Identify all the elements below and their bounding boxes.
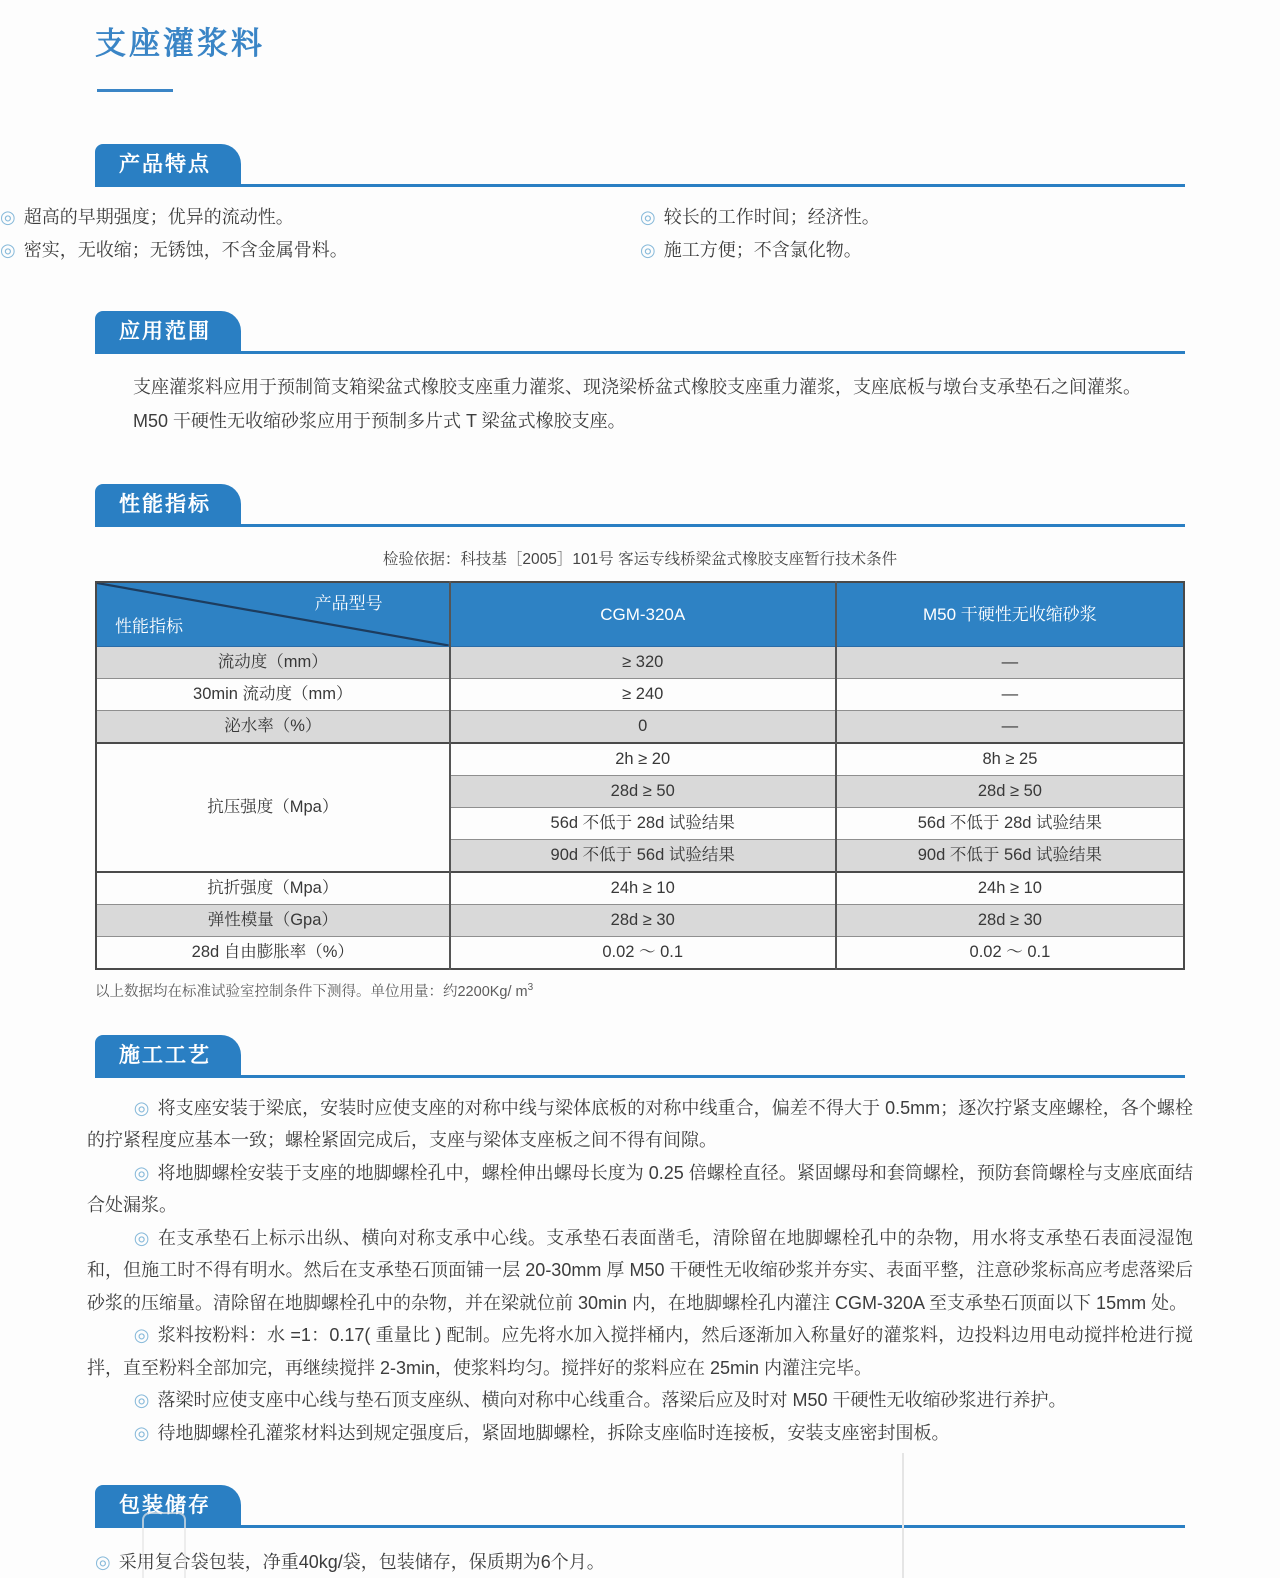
ring-bullet-icon: ◎ — [133, 1162, 150, 1183]
feature-item — [640, 201, 1280, 234]
process-text: 将支座安装于梁底，安装时应使支座的对称中线与梁体底板的对称中线重合，偏差不得大于 0.5mm；逐次拧紧支座螺栓，各个螺栓的拧紧程度应基本一致；螺栓紧固完成后，支座与梁体支座板之间不得有间隙。 — [87, 1097, 1193, 1150]
ring-bullet-icon: ◎ — [133, 1325, 150, 1345]
process-step — [87, 1222, 1193, 1320]
section-tab-process: 施工工艺 — [95, 1035, 241, 1075]
feature-item — [0, 201, 640, 234]
ring-bullet-icon: ◎ — [95, 1552, 111, 1572]
cell-value: 28d ≥ 30 — [836, 904, 1184, 936]
table-row — [96, 743, 1184, 776]
feature-list-right — [640, 201, 1280, 267]
ring-bullet-icon: ◎ — [640, 240, 656, 260]
cell-value: 0.02 ～ 0.1 — [836, 936, 1184, 969]
feature-text: 超高的早期强度；优异的流动性。 — [23, 207, 294, 227]
feature-item — [0, 234, 640, 267]
cell-value: — — [836, 710, 1184, 743]
ring-bullet-icon: ◎ — [640, 207, 656, 227]
process-text: 将地脚螺栓安装于支座的地脚螺栓孔中，螺栓伸出螺母长度为 0.25 倍螺栓直径。紧固螺母和套筒螺栓，预防套筒螺栓与支座底面结合处漏浆。 — [87, 1162, 1193, 1215]
section-tab-features: 产品特点 — [95, 144, 241, 184]
process-step — [87, 1384, 1193, 1417]
section-head-rule — [95, 1485, 1185, 1528]
cell-value: — — [836, 646, 1184, 678]
table-row — [96, 710, 1184, 743]
faint-line-artifact — [902, 1453, 904, 1578]
ring-bullet-icon: ◎ — [133, 1227, 150, 1248]
ring-bullet-icon: ◎ — [0, 240, 16, 260]
row-label: 弹性模量（Gpa） — [96, 904, 450, 936]
cell-value: ≥ 320 — [450, 646, 836, 678]
section-head-rule — [95, 144, 1185, 187]
section-head-rule — [95, 311, 1185, 354]
cell-value: 28d ≥ 50 — [836, 775, 1184, 807]
packaging-body — [95, 1546, 1185, 1578]
section-process — [0, 1035, 1280, 1450]
feature-text: 密实，无收缩；无锈蚀，不含金属骨料。 — [23, 240, 348, 260]
table-row — [96, 904, 1184, 936]
application-body — [95, 370, 1185, 438]
cell-value: 0.02 ～ 0.1 — [450, 936, 836, 969]
cell-value: 0 — [450, 710, 836, 743]
section-performance — [0, 484, 1280, 1001]
table-row — [96, 872, 1184, 905]
column-header-cgm320a: CGM-320A — [450, 582, 836, 646]
ring-bullet-icon: ◎ — [0, 207, 16, 227]
cell-value: 24h ≥ 10 — [450, 872, 836, 905]
cell-value: 90d 不低于 56d 试验结果 — [836, 839, 1184, 872]
process-step — [87, 1417, 1193, 1450]
section-packaging — [0, 1485, 1280, 1578]
row-label: 28d 自由膨胀率（%） — [96, 936, 450, 969]
section-head-rule — [95, 1035, 1185, 1078]
process-text: 待地脚螺栓孔灌浆材料达到规定强度后，紧固地脚螺栓，拆除支座临时连接板，安装支座密封围板。 — [157, 1422, 950, 1443]
table-row — [96, 936, 1184, 969]
column-header-m50: M50 干硬性无收缩砂浆 — [836, 582, 1184, 646]
section-tab-packaging: 包装储存 — [95, 1485, 241, 1525]
corner-label-performance-index: 性能指标 — [115, 616, 183, 636]
ring-bullet-icon: ◎ — [133, 1390, 150, 1410]
feature-columns — [0, 201, 1280, 267]
faint-bag-artifact — [142, 1512, 186, 1578]
application-paragraph: M50 干硬性无收缩砂浆应用于预制多片式 T 梁盆式橡胶支座。 — [133, 411, 626, 431]
packaging-item — [95, 1546, 1185, 1578]
cell-value: 90d 不低于 56d 试验结果 — [450, 839, 836, 872]
table-row — [96, 678, 1184, 710]
packaging-text: 采用复合袋包装，净重40kg/袋，包装储存，保质期为6个月。 — [118, 1552, 605, 1572]
corner-label-product-model: 产品型号 — [314, 594, 383, 613]
footnote-text: 以上数据均在标准试验室控制条件下测得。单位用量：约2200Kg/ m — [95, 983, 528, 1000]
section-head-rule — [95, 484, 1185, 527]
section-tab-performance: 性能指标 — [95, 484, 241, 524]
table-header-row — [96, 582, 1184, 646]
cell-value: 56d 不低于 28d 试验结果 — [836, 807, 1184, 839]
application-paragraph: 支座灌浆料应用于预制简支箱梁盆式橡胶支座重力灌浆、现浇梁桥盆式橡胶支座重力灌浆，支座底板与墩台支承垫石之间灌浆。 — [133, 377, 1141, 397]
section-application — [0, 311, 1280, 438]
process-text: 落梁时应使支座中心线与垫石顶支座纵、横向对称中心线重合。落梁后应及时对 M50 干硬性无收缩砂浆进行养护。 — [157, 1390, 1067, 1410]
process-text: 浆料按粉料：水 =1：0.17( 重量比 ) 配制。应先将水加入搅拌桶内，然后逐渐加入称量好的灌浆料，边投料边用电动搅拌枪进行搅拌，直至粉料全部加完，再继续搅拌 2-3min，使浆料均匀。搅拌好的浆料应在 25min 内灌注完毕。 — [87, 1325, 1193, 1378]
cell-value: — — [836, 678, 1184, 710]
row-label: 抗折强度（Mpa） — [96, 872, 450, 905]
row-label-compressive-strength: 抗压强度（Mpa） — [96, 743, 450, 872]
process-step — [87, 1092, 1193, 1157]
cell-value: 2h ≥ 20 — [450, 743, 836, 776]
feature-text: 较长的工作时间；经济性。 — [663, 207, 880, 227]
process-step — [87, 1319, 1193, 1384]
footnote-superscript: 3 — [527, 981, 534, 993]
cell-value: 28d ≥ 30 — [450, 904, 836, 936]
cell-value: 28d ≥ 50 — [450, 775, 836, 807]
table-footnote — [95, 980, 1280, 1001]
performance-table — [95, 581, 1185, 970]
page-title: 支座灌浆料 — [95, 26, 265, 61]
test-basis-note: 检验依据：科技基［2005］101号 客运专线桥梁盆式橡胶支座暂行技术条件 — [382, 551, 898, 568]
section-features — [0, 144, 1280, 267]
feature-text: 施工方便；不含氯化物。 — [663, 240, 862, 260]
cell-value: 24h ≥ 10 — [836, 872, 1184, 905]
process-step — [87, 1157, 1193, 1222]
feature-item — [640, 234, 1280, 267]
row-label: 泌水率（%） — [96, 710, 450, 743]
process-body — [87, 1092, 1193, 1450]
ring-bullet-icon: ◎ — [133, 1097, 150, 1118]
table-corner-cell — [96, 582, 450, 646]
title-underline — [97, 89, 173, 92]
cell-value: 8h ≥ 25 — [836, 743, 1184, 776]
row-label: 流动度（mm） — [96, 646, 450, 678]
cell-value: 56d 不低于 28d 试验结果 — [450, 807, 836, 839]
row-label: 30min 流动度（mm） — [96, 678, 450, 710]
feature-list-left — [0, 201, 640, 267]
cell-value: ≥ 240 — [450, 678, 836, 710]
table-row — [96, 646, 1184, 678]
process-text: 在支承垫石上标示出纵、横向对称支承中心线。支承垫石表面凿毛，清除留在地脚螺栓孔中的杂物，用水将支承垫石表面浸湿饱和，但施工时不得有明水。然后在支承垫石顶面铺一层 20-30mm 厚 M50 干硬性无收缩砂浆并夯实、表面平整，注意砂浆标高应考虑落梁后砂浆的压缩量。清除留在地脚螺栓孔中的杂物，并在梁就位前 30min 内，在地脚螺栓孔内灌注 CGM-320A 至支承垫石顶面以下 15mm 处。 — [87, 1227, 1193, 1313]
section-tab-application: 应用范围 — [95, 311, 241, 351]
ring-bullet-icon: ◎ — [133, 1422, 150, 1443]
